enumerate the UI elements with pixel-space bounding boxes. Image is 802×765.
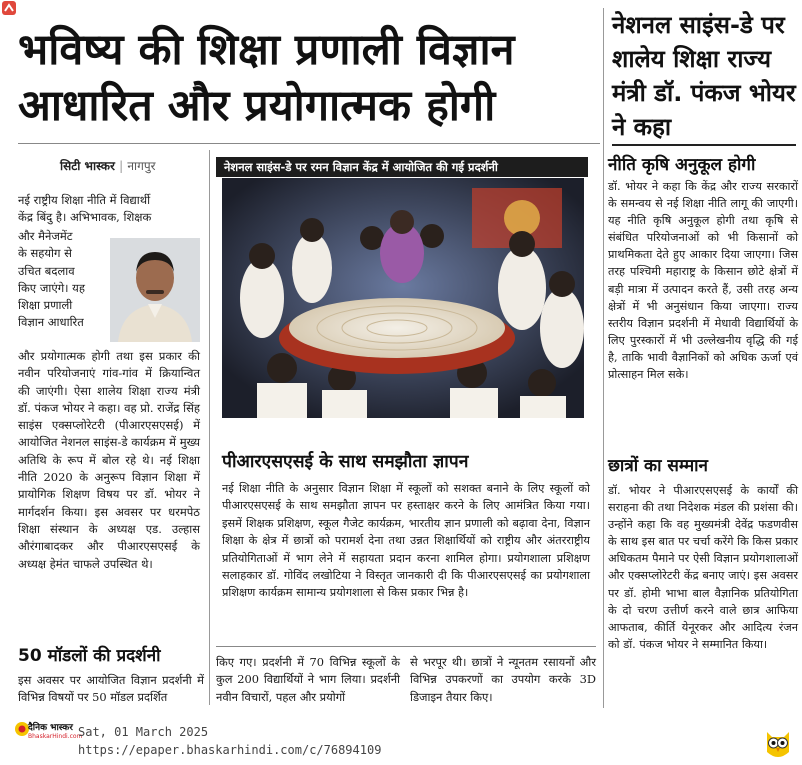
intro-wrap-line: के सहयोग से (18, 246, 72, 261)
intro-wrap-column (18, 228, 108, 332)
byline-separator: | (119, 159, 124, 173)
intro-wrap-line: और मैनेजमेंट (18, 229, 73, 243)
main-headline (18, 22, 600, 134)
epaper-url[interactable]: https://epaper.bhaskarhindi.com/c/76894109 (78, 743, 382, 757)
masthead-text: दैनिक भास्कर (28, 723, 73, 733)
byline (60, 157, 156, 174)
column-divider (603, 8, 604, 708)
mou-heading: पीआरएसएसई के साथ समझौता ज्ञापन (222, 452, 469, 472)
exhibition-photo (222, 178, 584, 418)
models-heading: 50 मॉडलों की प्रदर्शनी (18, 646, 161, 666)
policy-heading: नीति कृषि अनुकूल होगी (608, 155, 756, 175)
headline-line-2: आधारित और प्रयोगात्मक होगी (18, 81, 496, 131)
minister-portrait (110, 238, 200, 342)
policy-body: डॉ. भोयर ने कहा कि केंद्र और राज्य सरकारों के समन्वय से नई शिक्षा नीति लागू की जाएगी। यह नीति कृषि अनुकूल होगी तथा कृषि से संबंधित परियोजनाओं को भी किसानों को प्राथमिकता देते हुए आकार दिया जाएगा। जिस तरह पश्चिमी महाराष्ट्र के किसान छोटे क्षेत्रों में बड़ी मात्रा में उत्पादन करते हैं, उसी तरह अन्य क्षेत्रों में भी अनुसंधान किया जाएगा। राज्य स्तरीय विज्ञान प्रदर्शनी में मेधावी विद्यार्थियों के लिए पुरस्कारों में भी उल्लेखनीय वृद्धि की गई है, ताकि भावी वैज्ञानिकों को अधिक ऊर्जा एवं प्रोत्साहन मिल सके। (608, 180, 798, 382)
intro-line-1: नई राष्ट्रीय शिक्षा नीति में विद्यार्थी (18, 193, 151, 207)
photo-caption: नेशनल साइंस-डे पर रमन विज्ञान केंद्र में आयोजित की गई प्रदर्शनी (216, 157, 588, 177)
intro-paragraph-rest: और प्रयोगात्मक होगी तथा इस प्रकार की नवीन परियोजनाएं गांव-गांव में क्रियान्वित की जाएंगी। ऐसा शालेय शिक्षा राज्य मंत्री डॉ. पंकज भोयर ने कहा। वह प्रो. राजेंद्र सिंह साइंस एक्सप्लोरेटरी (पीआरएसएसई) में आयोजित नेशनल साइंस-डे कार्यक्रम में मुख्य अतिथि के रूप में बोल रहे थे। नई शिक्षा नीति 2020 के अनुरूप विज्ञान शिक्षा में प्रायोगिक शिक्षण विषय पर डॉ. भोयर ने मार्गदर्शन किया। इस अवसर पर धरमपेठ शिक्षा संस्थान के अध्यक्ष एड. उल्हास औरंगाबादकर और पीआरएसएसई के अध्यक्ष हेमंत चाफले उपस्थित थे। (18, 349, 200, 571)
intro-paragraph-start (18, 192, 200, 227)
intro-wrap-line: उचित बदलाव (18, 263, 75, 278)
models-col-2: किए गए। प्रदर्शनी में 70 विभिन्न स्कूलों के कुल 200 विद्यार्थियों ने भाग लिया। प्रदर्शनी नवीन विचारों, पहल और प्रयोगों (216, 655, 400, 704)
sidebar-rule (612, 144, 796, 146)
models-rule (216, 646, 596, 647)
masthead-sub: BhaskarHindi.com (28, 733, 83, 740)
honor-body: डॉ. भोयर ने पीआरएसएसई के कार्यों की सराहना की तथा निदेशक मंडल की प्रशंसा की। उन्होंने कहा कि वह मुख्यमंत्री देवेंद्र फडणवीस के साथ इस बात पर चर्चा करेंगे कि किस प्रकार अधिकतम पैमाने पर ऐसी विज्ञान प्रयोगशालाओं और एक्सप्लोरेटरी केंद्र बनाए जाएं। इस अवसर पर डॉ. होमी भाभा बाल वैज्ञानिक प्रतियोगिता के दो चरण उत्तीर्ण करने वाले छात्र आफिया आफताब, कीर्ति येनूरकर और आदित्य रंजन को डॉ. पंकज भोयर ने सम्मानित किया। (608, 484, 798, 651)
mou-body: नई शिक्षा नीति के अनुसार विज्ञान शिक्षा में स्कूलों को सशक्त बनाने के लिए स्कूलों को पीआरएसएसई के साथ समझौता ज्ञापन पर हस्ताक्षर करने के लिए आमंत्रित किया गया। इसमें शिक्षक प्रशिक्षण, स्कूल गैजेट कार्यक्रम, भारतीय ज्ञान प्रणाली को बढ़ावा देना, विज्ञान शिक्षा के क्षेत्र में छात्रों को परामर्श देना तथा उन्नत शिक्षार्थियों को राष्ट्रीय और अंतरराष्ट्रीय प्रतियोगिताओं में भाग लेने में सहायता प्रदान करना शामिल होगा। प्रयोगशाला प्रशिक्षण सलाहकार डॉ. गोविंद लखोटिया ने विस्तृत जानकारी दी कि पीआरएसएसई का प्रयोगशाला प्रशिक्षण कार्यक्रम सामान्य प्रयोगशाला से किस प्रकार भिन्न है। (222, 482, 590, 600)
headline-rule (18, 143, 600, 144)
headline-line-1: भविष्य की शिक्षा प्रणाली विज्ञान (18, 25, 515, 75)
honor-heading: छात्रों का सम्मान (608, 456, 708, 476)
intro-line-2: केंद्र बिंदु है। अभिभावक, शिक्षक (18, 210, 152, 225)
intro-wrap-line: विज्ञान आधारित (18, 315, 84, 330)
owl-logo-icon (764, 726, 792, 760)
edition-date: Sat, 01 March 2025 (78, 725, 209, 739)
models-col-1: इस अवसर पर आयोजित विज्ञान प्रदर्शनी में विभिन्न विषयों पर 50 मॉडल प्रदर्शित (18, 673, 204, 705)
share-icon[interactable] (1, 0, 17, 16)
masthead-logo (14, 720, 83, 750)
byline-city: नागपुर (127, 159, 156, 173)
intro-wrap-line: शिक्षा प्रणाली (18, 298, 73, 313)
left-column-divider (209, 150, 210, 705)
byline-source: सिटी भास्कर (60, 159, 115, 173)
models-col-3: से भरपूर थी। छात्रों ने न्यूनतम रसायनों और विभिन्न उपकरणों का उपयोग करके 3D डिजाइन तैयार किए। (410, 655, 596, 704)
intro-wrap-line: किए जाएंगे। यह (18, 280, 85, 295)
sidebar-headline: नेशनल साइंस-डे पर शालेय शिक्षा राज्य मंत्री डॉ. पंकज भोयर ने कहा (612, 11, 796, 141)
